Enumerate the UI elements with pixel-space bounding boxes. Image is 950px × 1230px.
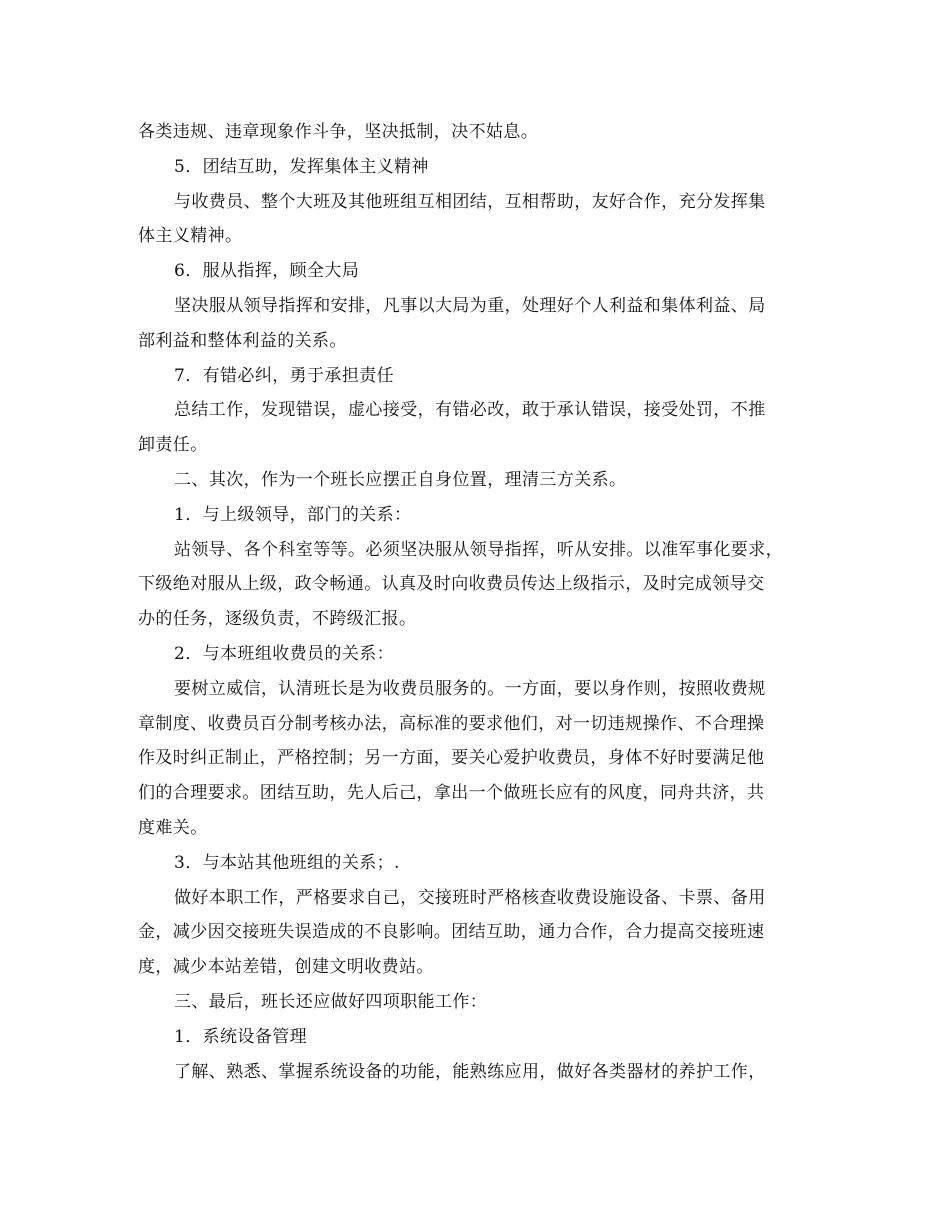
- text-line: 各类违规、违章现象作斗争，坚决抵制，决不姑息。: [138, 122, 539, 142]
- text-line: 3．与本站其他班组的关系；.: [174, 852, 400, 873]
- text-line: 1．与上级领导，部门的关系：: [174, 504, 412, 525]
- text-line: 站领导、各个科室等等。必须坚决服从领导指挥，听从安排。以准军事化要求，: [174, 539, 783, 560]
- text-line: 6．服从指挥，顾全大局: [174, 261, 360, 282]
- text-line: 度，减少本站差错，创建文明收费站。: [138, 957, 434, 978]
- text-line: 办的任务，逐级负责，不跨级汇报。: [138, 609, 417, 630]
- text-line: 部利益和整体利益的关系。: [138, 330, 347, 351]
- text-line: 二、其次，作为一个班长应摆正自身位置，理清三方关系。: [174, 469, 627, 490]
- text-line: 们的合理要求。团结互助，先人后己，拿出一个做班长应有的风度，同舟共济，共: [138, 783, 765, 804]
- text-line: 坚决服从领导指挥和安排，凡事以大局为重，处理好个人利益和集体利益、局: [174, 295, 766, 316]
- text-line: 三、最后，班长还应做好四项职能工作：: [174, 991, 488, 1012]
- text-line: 金，减少因交接班失误造成的不良影响。团结互助，通力合作，合力提高交接班速: [138, 922, 765, 943]
- text-line: 与收费员、整个大班及其他班组互相团结，互相帮助，友好合作，充分发挥集: [174, 191, 766, 212]
- text-line: 7．有错必纠，勇于承担责任: [174, 365, 395, 386]
- text-line: 作及时纠正制止，严格控制；另一方面，要关心爱护收费员，身体不好时要满足他: [138, 748, 765, 769]
- document-body: [138, 115, 814, 1089]
- text-line: 做好本职工作，严格要求自己，交接班时严格核查收费设施设备、卡票、备用: [174, 887, 766, 908]
- text-line: 章制度、收费员百分制考核办法，高标准的要求他们，对一切违规操作、不合理操: [138, 713, 765, 734]
- text-line: 卸责任。: [138, 435, 208, 456]
- text-line: 下级绝对服从上级，政令畅通。认真及时向收费员传达上级指示，及时完成领导交: [138, 574, 765, 595]
- text-line: 要树立威信，认清班长是为收费员服务的。一方面，要以身作则，按照收费规: [174, 678, 766, 699]
- text-line: 2．与本班组收费员的关系：: [174, 643, 395, 664]
- text-line: 度难关。: [138, 817, 208, 838]
- text-line: 总结工作，发现错误，虚心接受，有错必改，敢于承认错误，接受处罚，不推: [174, 400, 766, 421]
- text-line: 了解、熟悉、掌握系统设备的功能，能熟练应用，做好各类器材的养护工作，: [174, 1061, 766, 1082]
- text-line: 1．系统设备管理: [174, 1026, 308, 1047]
- text-line: 体主义精神。: [138, 226, 243, 247]
- text-line: 5．团结互助，发挥集体主义精神: [174, 156, 429, 177]
